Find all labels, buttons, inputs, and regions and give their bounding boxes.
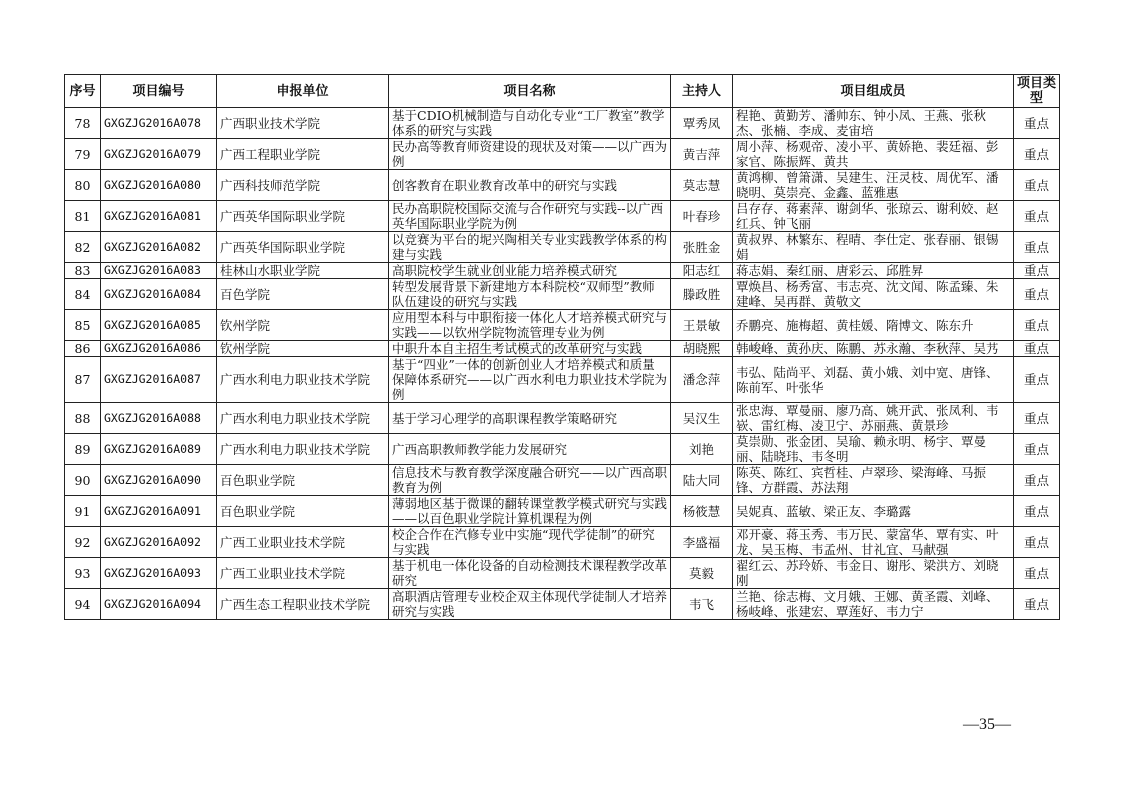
project-leader: 叶春珍 [671,201,733,232]
applicant-unit: 钦州学院 [217,341,389,357]
table-row [65,527,1060,558]
row-number: 94 [65,589,101,620]
applicant-unit: 广西工业职业技术学院 [217,558,389,589]
project-leader: 阳志红 [671,263,733,279]
applicant-unit: 百色职业学院 [217,465,389,496]
table-row [65,496,1060,527]
project-name: 民办高职院校国际交流与合作研究与实践--以广西英华国际职业学院为例 [389,201,671,232]
project-leader: 莫毅 [671,558,733,589]
project-code: GXGZJG2016A081 [101,201,217,232]
applicant-unit: 钦州学院 [217,310,389,341]
project-name: 应用型本科与中职衔接一体化人才培养模式研究与实践——以钦州学院物流管理专业为例 [389,310,671,341]
team-members: 程艳、黄勤芳、潘帅东、钟小凤、王燕、张秋杰、张楠、李成、麦宙培 [733,108,1014,139]
project-leader: 陆大同 [671,465,733,496]
project-leader: 王景敏 [671,310,733,341]
team-members: 吴妮真、蓝敏、梁正友、李璐露 [733,496,1014,527]
header-members: 项目组成员 [733,75,1014,108]
project-type: 重点 [1014,201,1060,232]
row-number: 93 [65,558,101,589]
project-leader: 张胜金 [671,232,733,263]
table-row [65,279,1060,310]
project-leader: 韦飞 [671,589,733,620]
project-name: 创客教育在职业教育改革中的研究与实践 [389,170,671,201]
project-type: 重点 [1014,341,1060,357]
project-leader: 覃秀凤 [671,108,733,139]
row-number: 79 [65,139,101,170]
project-name: 基于CDIO机械制造与自动化专业“工厂教室”教学体系的研究与实践 [389,108,671,139]
team-members: 蒋志娟、秦红丽、唐彩云、邱胜昇 [733,263,1014,279]
header-leader: 主持人 [671,75,733,108]
project-name: 民办高等教育师资建设的现状及对策——以广西为例 [389,139,671,170]
applicant-unit: 广西生态工程职业技术学院 [217,589,389,620]
table-row [65,170,1060,201]
project-name: 广西高职教师教学能力发展研究 [389,434,671,465]
project-type: 重点 [1014,357,1060,403]
project-code: GXGZJG2016A086 [101,341,217,357]
project-leader: 黄吉萍 [671,139,733,170]
table-row [65,139,1060,170]
row-number: 90 [65,465,101,496]
table-row [65,357,1060,403]
project-code: GXGZJG2016A092 [101,527,217,558]
project-type: 重点 [1014,139,1060,170]
header-row [65,75,1060,108]
project-code: GXGZJG2016A078 [101,108,217,139]
row-number: 78 [65,108,101,139]
team-members: 韦弘、陆尚平、刘磊、黄小娥、刘中宽、唐锋、陈前军、叶张华 [733,357,1014,403]
applicant-unit: 百色学院 [217,279,389,310]
project-type: 重点 [1014,558,1060,589]
applicant-unit: 广西水利电力职业技术学院 [217,434,389,465]
applicant-unit: 广西水利电力职业技术学院 [217,357,389,403]
project-code: GXGZJG2016A094 [101,589,217,620]
project-name: 基于“四业”一体的创新创业人才培养模式和质量保障体系研究——以广西水利电力职业技术学院为例 [389,357,671,403]
table-row [65,434,1060,465]
table-row [65,341,1060,357]
project-code: GXGZJG2016A087 [101,357,217,403]
project-type: 重点 [1014,465,1060,496]
team-members: 周小萍、杨观帝、凌小平、黄娇艳、裴廷福、彭家官、陈振辉、黄共 [733,139,1014,170]
page-number: —35— [963,716,1011,733]
project-name: 转型发展背景下新建地方本科院校“双师型”教师队伍建设的研究与实践 [389,279,671,310]
row-number: 91 [65,496,101,527]
header-type: 项目类型 [1014,75,1060,108]
project-leader: 李盛福 [671,527,733,558]
team-members: 吕存存、蒋素萍、谢剑华、张琼云、谢利姣、赵红兵、钟飞丽 [733,201,1014,232]
row-number: 88 [65,403,101,434]
header-name: 项目名称 [389,75,671,108]
project-type: 重点 [1014,589,1060,620]
table-body [65,108,1060,620]
project-name: 基于机电一体化设备的自动检测技术课程教学改革研究 [389,558,671,589]
project-leader: 胡晓熙 [671,341,733,357]
project-name: 高职院校学生就业创业能力培养模式研究 [389,263,671,279]
project-leader: 杨筱慧 [671,496,733,527]
project-type: 重点 [1014,496,1060,527]
project-code: GXGZJG2016A085 [101,310,217,341]
project-code: GXGZJG2016A082 [101,232,217,263]
project-type: 重点 [1014,232,1060,263]
applicant-unit: 桂林山水职业学院 [217,263,389,279]
header-code: 项目编号 [101,75,217,108]
project-code: GXGZJG2016A090 [101,465,217,496]
project-type: 重点 [1014,403,1060,434]
team-members: 翟红云、苏玲娇、韦金日、谢彤、梁洪方、刘晓刚 [733,558,1014,589]
applicant-unit: 广西科技师范学院 [217,170,389,201]
applicant-unit: 百色职业学院 [217,496,389,527]
team-members: 黄叔界、林繁东、程晴、李仕定、张春丽、银锡娟 [733,232,1014,263]
header-no: 序号 [65,75,101,108]
project-code: GXGZJG2016A079 [101,139,217,170]
project-type: 重点 [1014,279,1060,310]
table-row [65,403,1060,434]
applicant-unit: 广西水利电力职业技术学院 [217,403,389,434]
table-row [65,558,1060,589]
project-name: 以竞赛为平台的坭兴陶相关专业实践教学体系的构建与实践 [389,232,671,263]
project-leader: 滕政胜 [671,279,733,310]
project-type: 重点 [1014,108,1060,139]
table-row [65,589,1060,620]
project-type: 重点 [1014,434,1060,465]
team-members: 莫崇勋、张金团、吴瑜、赖永明、杨宇、覃曼丽、陆晓玮、韦冬明 [733,434,1014,465]
applicant-unit: 广西职业技术学院 [217,108,389,139]
table-row [65,465,1060,496]
project-type: 重点 [1014,310,1060,341]
team-members: 黄鸿柳、曾箫潇、吴建生、汪灵枝、周优军、潘晓明、莫崇亮、金鑫、蓝雅惠 [733,170,1014,201]
row-number: 86 [65,341,101,357]
row-number: 82 [65,232,101,263]
team-members: 张忠海、覃曼丽、廖乃高、姚开武、张凤利、韦嵚、雷红梅、凌卫宁、苏丽燕、黄景珍 [733,403,1014,434]
row-number: 84 [65,279,101,310]
project-name: 信息技术与教育教学深度融合研究——以广西高职教育为例 [389,465,671,496]
row-number: 92 [65,527,101,558]
row-number: 80 [65,170,101,201]
project-code: GXGZJG2016A080 [101,170,217,201]
applicant-unit: 广西工程职业学院 [217,139,389,170]
project-leader: 刘艳 [671,434,733,465]
project-name: 薄弱地区基于微课的翻转课堂教学模式研究与实践——以百色职业学院计算机课程为例 [389,496,671,527]
project-leader: 吴汉生 [671,403,733,434]
applicant-unit: 广西英华国际职业学院 [217,201,389,232]
project-name: 基于学习心理学的高职课程教学策略研究 [389,403,671,434]
table-row [65,263,1060,279]
project-code: GXGZJG2016A083 [101,263,217,279]
project-type: 重点 [1014,527,1060,558]
team-members: 乔鹏亮、施梅超、黄桂媛、隋博文、陈东升 [733,310,1014,341]
row-number: 85 [65,310,101,341]
row-number: 87 [65,357,101,403]
project-leader: 潘念萍 [671,357,733,403]
row-number: 89 [65,434,101,465]
team-members: 韩峻峰、黄孙庆、陈鹏、苏永瀚、李秋萍、吴艿 [733,341,1014,357]
project-name: 中职升本自主招生考试模式的改革研究与实践 [389,341,671,357]
team-members: 覃焕昌、杨秀富、韦志亮、沈文闻、陈孟臻、朱建峰、吴再群、黄敬文 [733,279,1014,310]
row-number: 81 [65,201,101,232]
project-code: GXGZJG2016A088 [101,403,217,434]
applicant-unit: 广西工业职业技术学院 [217,527,389,558]
project-code: GXGZJG2016A089 [101,434,217,465]
project-code: GXGZJG2016A084 [101,279,217,310]
header-unit: 申报单位 [217,75,389,108]
team-members: 邓开豪、蒋玉秀、韦万民、蒙富华、覃有实、叶龙、吴玉梅、韦孟州、甘礼宜、马献强 [733,527,1014,558]
project-type: 重点 [1014,263,1060,279]
project-leader: 莫志慧 [671,170,733,201]
table-row [65,108,1060,139]
project-code: GXGZJG2016A093 [101,558,217,589]
project-name: 校企合作在汽修专业中实施“现代学徒制”的研究与实践 [389,527,671,558]
applicant-unit: 广西英华国际职业学院 [217,232,389,263]
team-members: 陈英、陈红、宾哲桂、卢翠珍、梁海峰、马振锋、方群霞、苏法翔 [733,465,1014,496]
project-code: GXGZJG2016A091 [101,496,217,527]
table-row [65,310,1060,341]
table-row [65,232,1060,263]
projects-table [64,74,1060,620]
project-type: 重点 [1014,170,1060,201]
table-row [65,201,1060,232]
row-number: 83 [65,263,101,279]
project-name: 高职酒店管理专业校企双主体现代学徒制人才培养研究与实践 [389,589,671,620]
team-members: 兰艳、徐志梅、文月娥、王娜、黄圣霞、刘峰、杨岐峰、张建宏、覃莲好、韦力宁 [733,589,1014,620]
